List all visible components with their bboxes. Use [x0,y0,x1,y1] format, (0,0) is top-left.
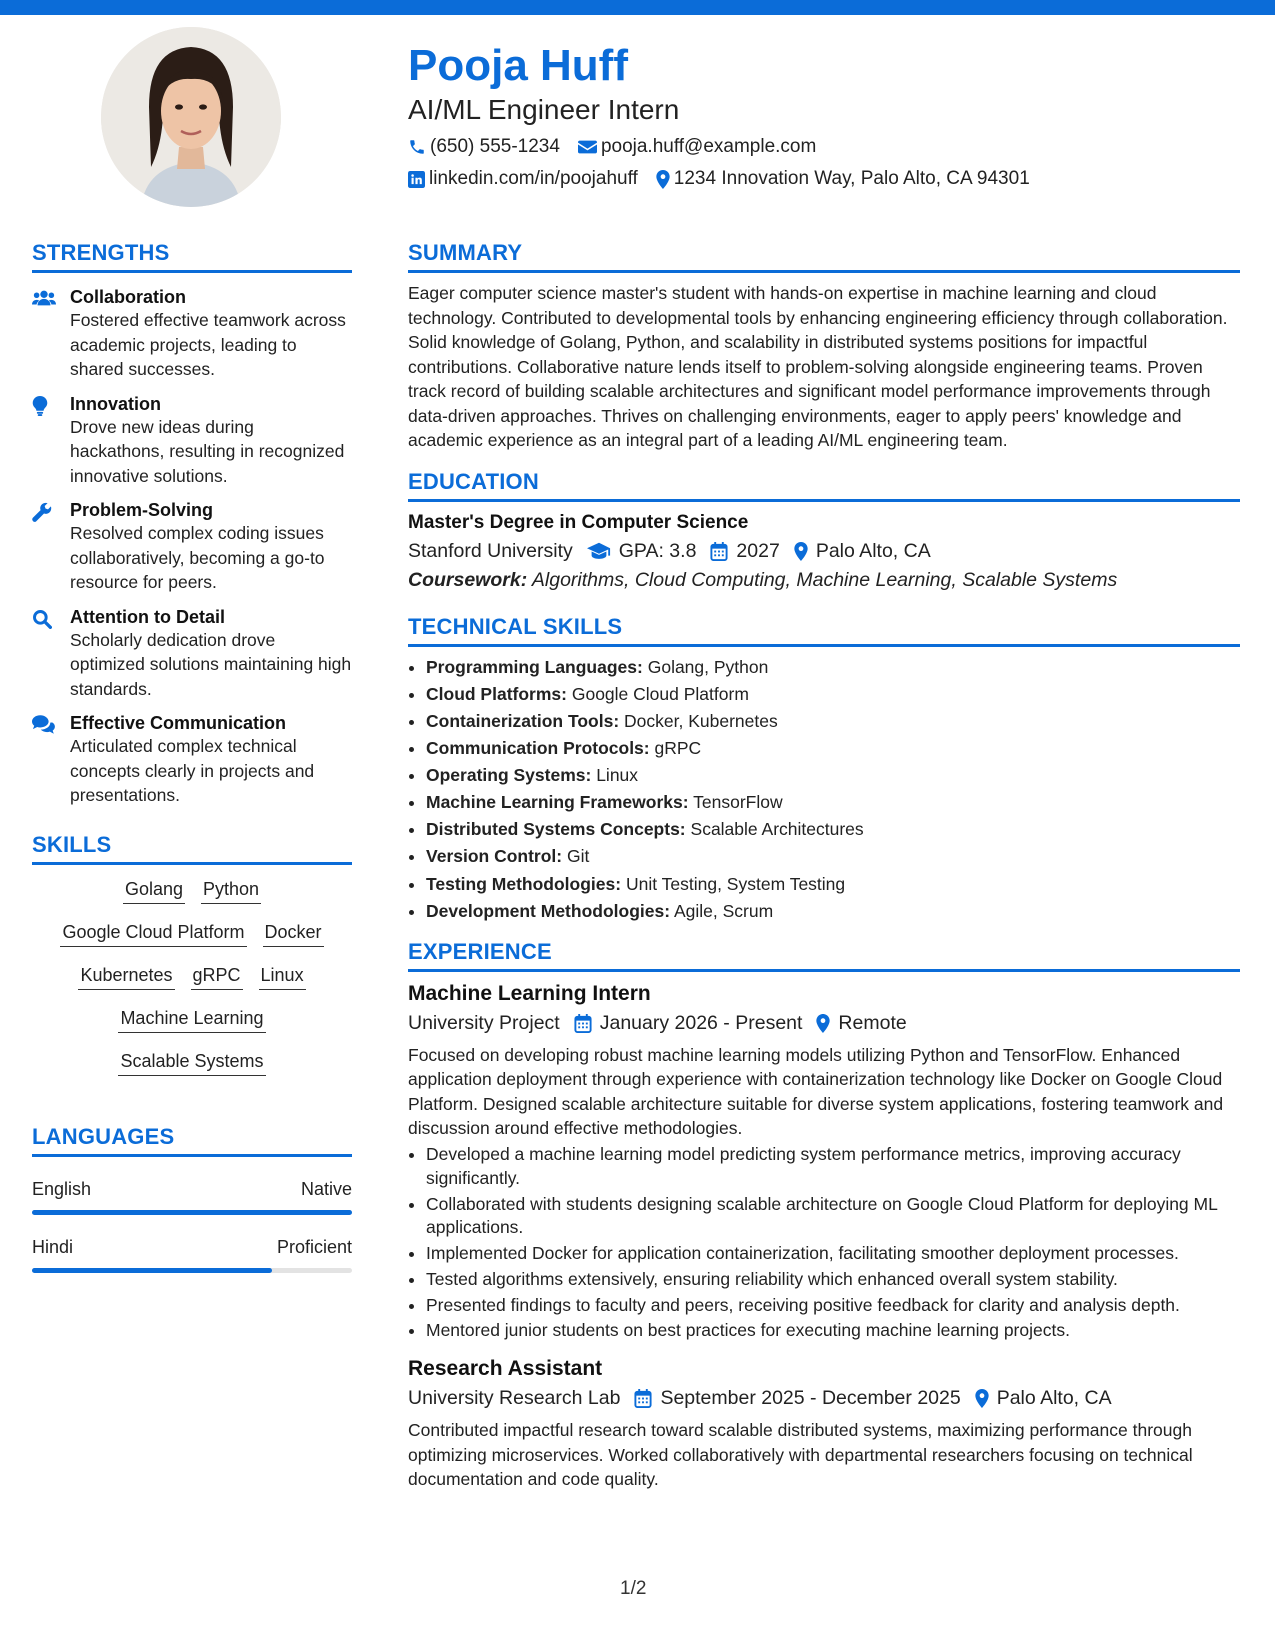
strength-item [32,394,352,489]
coursework-label: Coursework: [408,568,528,591]
tech-skill-item [426,790,1240,814]
languages-title: LANGUAGES [32,1124,352,1157]
job-description: Focused on developing robust machine learning models utilizing Python and TensorFlow. Enhanced application deployment through experience with containerization technology like Docker on Google Cloud Platform. Designed scalable architecture suitable for diverse system applications, fostering teamwork and discussion around effective methodologies. [408,1044,1224,1139]
skill-tag: gRPC [191,965,243,990]
technical-skills-list [408,655,1240,923]
language-name: English [32,1178,92,1199]
tech-skill-item [426,899,1240,923]
linkedin-icon [408,171,425,188]
strength-desc: Drove new ideas during hackathons, resulting in recognized innovative solutions. [70,416,345,486]
tech-skill-value: Golang, Python [647,656,769,677]
phone-icon [408,138,426,156]
tech-skill-item [426,872,1240,896]
strength-title: Attention to Detail [70,606,225,627]
language-item [32,1179,352,1215]
skill-tag: Machine Learning [118,1008,265,1033]
resume-header [408,40,1238,190]
profile-photo [101,27,281,207]
coursework [408,569,1240,592]
skill-tag: Scalable Systems [118,1051,265,1076]
envelope-icon [578,139,597,155]
tech-skill-value: Unit Testing, System Testing [625,873,846,894]
strength-title: Effective Communication [70,713,287,733]
address-contact [656,168,1030,190]
contact-row-1 [408,136,1238,158]
tech-skill-value: gRPC [654,737,702,758]
tech-skill-value: TensorFlow [693,792,783,813]
tech-skill-item [426,763,1240,787]
email-contact[interactable] [578,136,816,158]
strengths-title: STRENGTHS [32,240,352,273]
language-level: Proficient [276,1236,352,1257]
calendar-icon [710,542,728,561]
map-pin-icon [975,1389,989,1408]
calendar-icon [634,1389,652,1408]
job-title: Machine Learning Intern [408,981,651,1005]
search-icon [32,609,52,629]
job-title: Research Assistant [408,1357,603,1381]
strength-desc: Articulated complex technical concepts clearly in projects and presentations. [70,736,315,805]
tech-skill-item [426,682,1240,706]
skills-title: SKILLS [32,832,352,865]
top-accent-bar [0,0,1275,15]
chat-icon [32,715,56,734]
job-bullet: • Developed a machine learning model predicting system performance metrics, improving accuracy significantly. [426,1143,1240,1191]
school-name: Stanford University [408,539,573,562]
summary-title: SUMMARY [408,240,1240,273]
tech-skill-value: Scalable Architectures [690,819,864,840]
education-title: EDUCATION [408,469,1240,502]
tech-skill-label: Version Control: [426,846,563,867]
strength-title: Problem-Solving [70,500,214,520]
job-bullet: • Presented findings to faculty and peers, receiving positive feedback for clarity and analysis depth. [426,1294,1240,1318]
summary-text: Eager computer science master's student with hands-on expertise in machine learning and cloud technology. Contributed to developmental tools by enhancing engineering efficiency through collaboration. Solid knowledge of Golang, Python, and scalability in distributed systems positions for impactful contributions. Collaborative nature lends itself to problem-solving alongside engineering teams. Proven track record of building scalable architectures and significant model performance improvements through data-driven approaches. Thrives on challenging environments, eager to apply peers' knowledge and academic experience as an integral part of a leading AI/ML engineering team. [408,283,1228,450]
strength-item [32,607,352,702]
language-name: Hindi [32,1236,74,1257]
job-meta [408,1387,1240,1410]
candidate-role: AI/ML Engineer Intern [408,93,680,125]
users-icon [32,289,56,307]
job-org: University Research Lab [408,1387,621,1410]
job-dates: September 2025 - December 2025 [660,1387,961,1410]
language-bar [32,1210,352,1215]
tech-skill-item [426,709,1240,733]
sidebar [32,240,352,1273]
job-bullet: • Implemented Docker for application containerization, facilitating smoother deployment processes. [426,1242,1240,1266]
degree-name: Master's Degree in Computer Science [408,511,749,533]
strength-item [32,287,352,382]
job-bullet: • Mentored junior students on best practices for executing machine learning projects. [426,1319,1240,1343]
strength-desc: Resolved complex coding issues collaboratively, becoming a go-to resource for peers. [70,523,325,592]
phone-contact[interactable] [408,136,560,158]
skill-tag: Python [201,879,261,904]
strength-desc: Scholarly dedication drove optimized solutions maintaining high standards. [70,629,352,699]
job-dates: January 2026 - Present [599,1011,803,1034]
job-org: University Project [408,1011,560,1034]
tech-skill-item [426,736,1240,760]
language-level: Native [300,1178,352,1199]
tech-skill-label: Communication Protocols: [426,737,650,758]
map-pin-icon [816,1014,830,1033]
education-meta [408,540,1240,563]
job-meta [408,1012,1240,1035]
map-pin-icon [656,170,670,189]
graduation-cap-icon [587,542,611,560]
strength-title: Collaboration [70,287,186,307]
map-pin-icon [794,542,808,561]
skill-tag: Kubernetes [78,965,174,990]
skills-list [32,879,352,1094]
language-item [32,1237,352,1273]
tech-skill-item [426,817,1240,841]
job-bullet: • Collaborated with students designing scalable architecture on Google Cloud Platform for deploying ML applications. [426,1193,1240,1241]
lightbulb-icon [32,396,48,416]
strength-item [32,713,352,808]
job-entry [408,982,1240,1343]
skill-tag: Linux [259,965,306,990]
tech-skill-item [426,655,1240,679]
linkedin-text: linkedin.com/in/poojahuff [429,168,638,190]
experience-title: EXPERIENCE [408,939,1240,972]
strength-title: Innovation [70,393,161,414]
wrench-icon [32,502,52,522]
tech-skill-label: Testing Methodologies: [426,873,622,894]
gpa-text: GPA: 3.8 [618,539,697,562]
email-text: pooja.huff@example.com [600,136,817,158]
calendar-icon [574,1014,592,1033]
tech-skill-item [426,844,1240,868]
tech-skill-value: Docker, Kubernetes [624,710,778,731]
language-bar-fill [32,1268,272,1273]
strength-desc: Fostered effective teamwork across academic projects, leading to shared successes. [70,310,346,379]
skill-tag: Golang [123,879,185,904]
tech-skill-label: Cloud Platforms: [426,683,567,704]
job-bullets [408,1143,1240,1343]
coursework-list: Algorithms, Cloud Computing, Machine Learning, Scalable Systems [531,568,1118,591]
tech-skill-label: Development Methodologies: [426,900,671,921]
tech-skill-value: Linux [596,765,639,786]
tech-skill-value: Git [567,846,590,867]
language-bar-fill [32,1210,352,1215]
strength-item [32,500,352,595]
contact-row-2 [408,168,1238,190]
tech-skill-label: Programming Languages: [426,656,643,677]
candidate-name: Pooja Huff [408,41,628,90]
skill-tag: Google Cloud Platform [60,922,246,947]
tech-skill-value: Google Cloud Platform [571,683,749,704]
linkedin-contact[interactable] [408,168,638,190]
tech-skill-label: Containerization Tools: [426,710,620,731]
job-entry [408,1357,1240,1492]
tech-skill-label: Distributed Systems Concepts: [426,819,686,840]
job-location: Palo Alto, CA [996,1387,1112,1410]
job-location: Remote [838,1011,907,1034]
graduation-year: 2027 [736,539,780,562]
school-location: Palo Alto, CA [815,539,931,562]
phone-text: (650) 555-1234 [430,136,560,158]
language-bar [32,1268,352,1273]
technical-skills-title: TECHNICAL SKILLS [408,614,1240,647]
tech-skill-label: Machine Learning Frameworks: [426,792,689,813]
skill-tag: Docker [263,922,324,947]
tech-skill-value: Agile, Scrum [673,900,774,921]
address-text: 1234 Innovation Way, Palo Alto, CA 94301 [673,168,1030,190]
tech-skill-label: Operating Systems: [426,765,592,786]
job-bullet: • Tested algorithms extensively, ensuring reliability which enhanced overall system stability. [426,1268,1240,1292]
page-number: 1/2 [620,1578,647,1599]
main-content [408,240,1240,1492]
job-description: Contributed impactful research toward scalable distributed systems, maximizing performance through optimizing microservices. Worked collaboratively with departmental researchers focusing on technical documentation and code quality. [408,1420,1193,1490]
